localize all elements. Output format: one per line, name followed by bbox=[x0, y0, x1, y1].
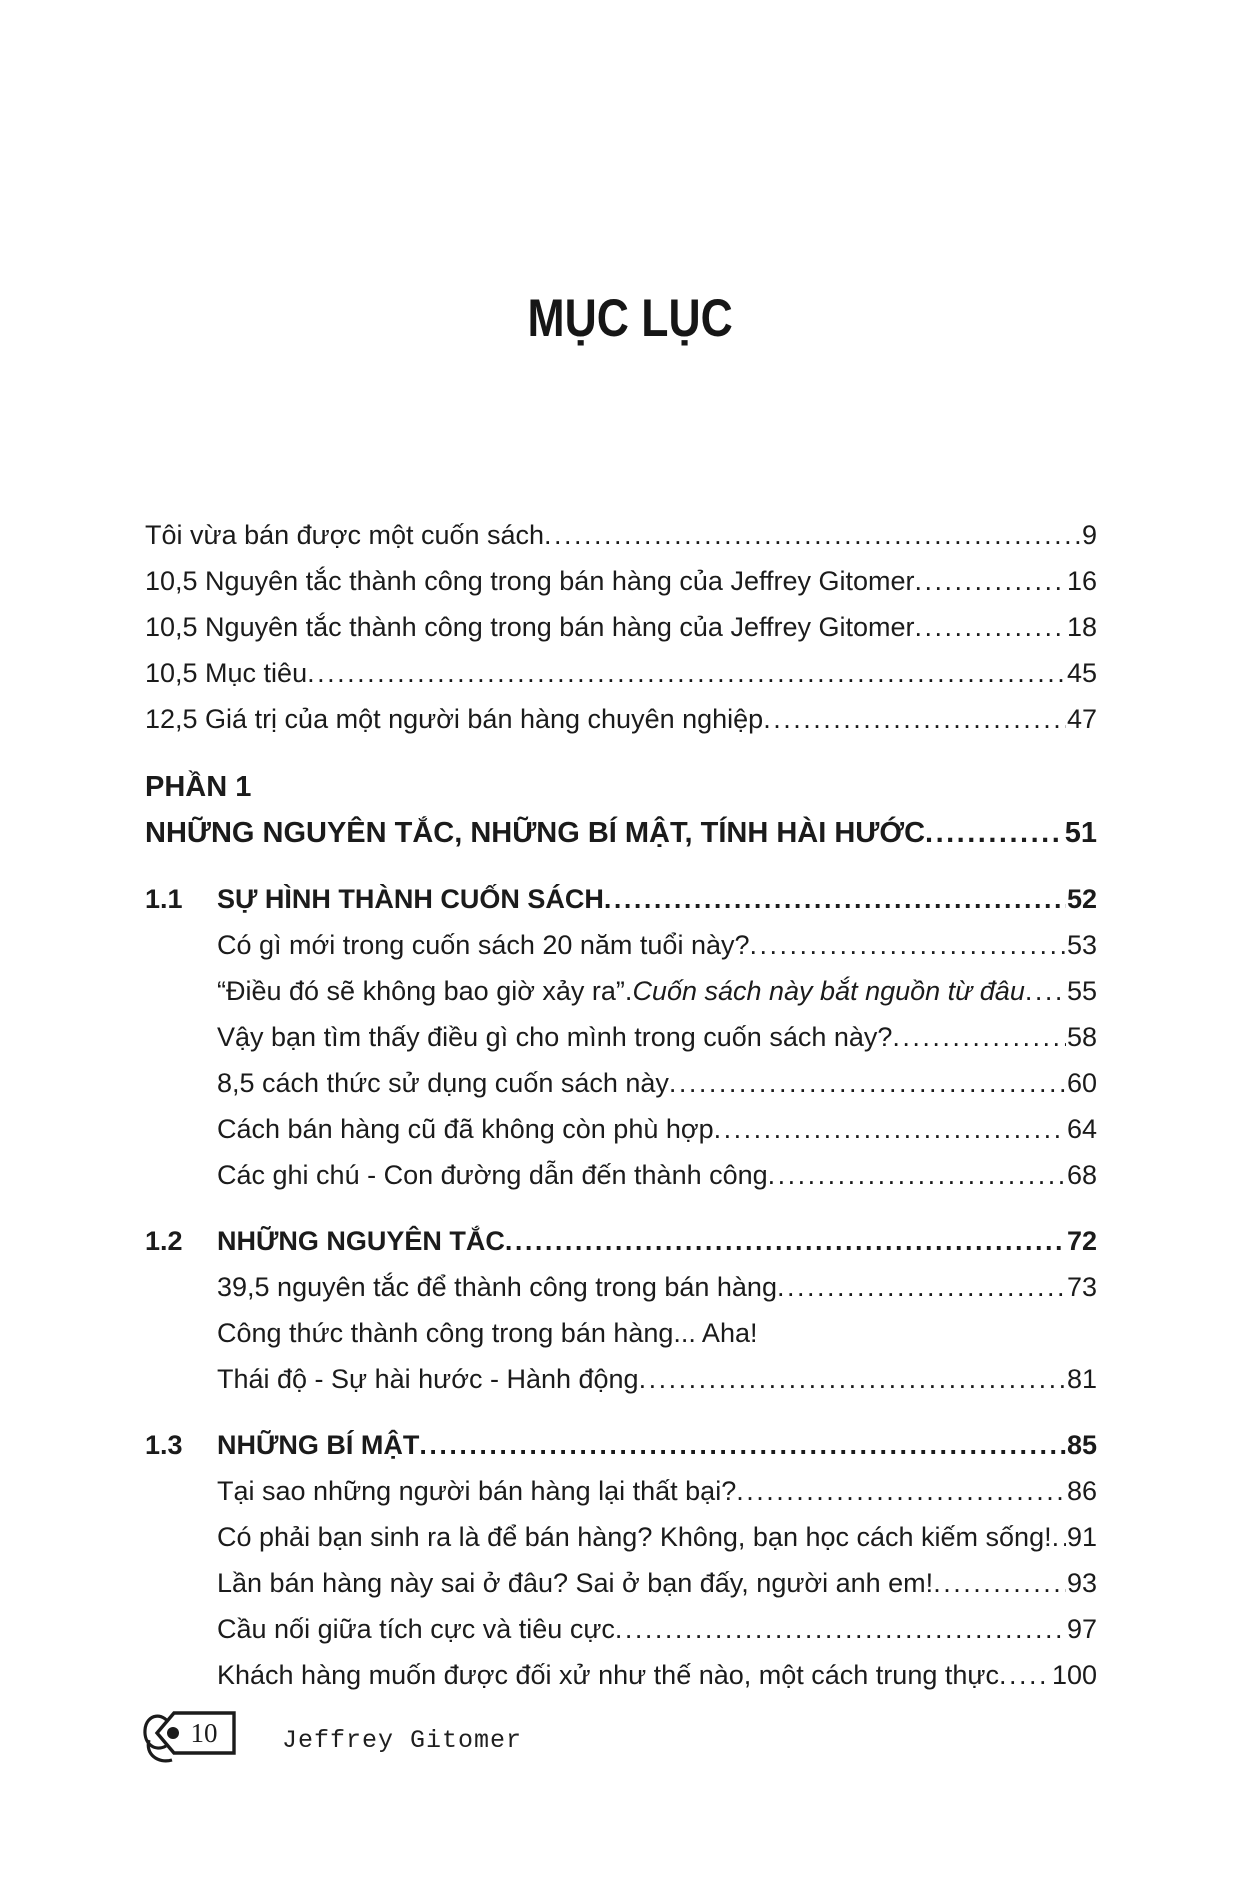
toc-entry bbox=[145, 1652, 1097, 1698]
entry-title: 8,5 cách thức sử dụng cuốn sách này bbox=[217, 1068, 669, 1098]
page-number: 9 bbox=[1081, 520, 1097, 550]
section-heading-row bbox=[145, 1422, 1097, 1468]
dot-leader bbox=[763, 696, 1066, 742]
page-number: 64 bbox=[1066, 1114, 1097, 1144]
footer-author: Jeffrey Gitomer bbox=[282, 1725, 523, 1755]
section-title: SỰ HÌNH THÀNH CUỐN SÁCH bbox=[217, 884, 604, 914]
dot-leader bbox=[1052, 1514, 1066, 1560]
dot-leader bbox=[604, 876, 1066, 922]
footer-page-number: 10 bbox=[190, 1718, 218, 1748]
toc-entry bbox=[145, 696, 1097, 742]
page-title-text: MỤC LỤC bbox=[527, 289, 733, 348]
page-number: 72 bbox=[1066, 1226, 1097, 1256]
toc-entry bbox=[145, 512, 1097, 558]
page-footer bbox=[142, 1708, 522, 1772]
dot-leader bbox=[419, 1422, 1066, 1468]
toc-entry bbox=[145, 1060, 1097, 1106]
toc-entry bbox=[145, 1356, 1097, 1402]
page-number: 58 bbox=[1066, 1022, 1097, 1052]
dot-leader bbox=[736, 1468, 1066, 1514]
toc-entry bbox=[145, 1152, 1097, 1198]
section-heading-row bbox=[145, 1218, 1097, 1264]
part-page-number: 51 bbox=[1064, 817, 1097, 849]
toc-entry bbox=[145, 650, 1097, 696]
toc-section bbox=[145, 876, 1097, 1198]
page-number: 85 bbox=[1066, 1430, 1097, 1460]
entry-title: “Điều đó sẽ không bao giờ xảy ra”. bbox=[217, 976, 633, 1006]
entry-title: Tại sao những người bán hàng lại thất bại? bbox=[217, 1476, 737, 1506]
entry-title: Cầu nối giữa tích cực và tiêu cực bbox=[217, 1614, 615, 1644]
page-number: 91 bbox=[1066, 1522, 1097, 1552]
toc-entry bbox=[145, 1106, 1097, 1152]
toc-section bbox=[145, 1422, 1097, 1698]
part-title-row bbox=[145, 810, 1097, 856]
toc-front-list bbox=[145, 512, 1097, 742]
dot-leader bbox=[925, 810, 1064, 856]
toc-content bbox=[145, 512, 1097, 1698]
section-title: NHỮNG NGUYÊN TẮC bbox=[217, 1226, 505, 1256]
toc-entry bbox=[145, 1264, 1097, 1310]
toc-entry bbox=[145, 968, 1097, 1014]
part-label-row bbox=[145, 764, 1097, 810]
page-number: 100 bbox=[1051, 1660, 1097, 1690]
page-number: 55 bbox=[1066, 976, 1097, 1006]
entry-title: 39,5 nguyên tắc để thành công trong bán hàng bbox=[217, 1272, 777, 1302]
toc-section bbox=[145, 1218, 1097, 1402]
page-number: 52 bbox=[1066, 884, 1097, 914]
dot-leader bbox=[544, 512, 1081, 558]
dot-leader bbox=[777, 1264, 1066, 1310]
entry-title: 10,5 Mục tiêu bbox=[145, 658, 308, 688]
entry-title: Có phải bạn sinh ra là để bán hàng? Không, bạn học cách kiếm sống! bbox=[217, 1522, 1052, 1552]
toc-entry bbox=[145, 1560, 1097, 1606]
page-number: 60 bbox=[1066, 1068, 1097, 1098]
page-number: 47 bbox=[1066, 704, 1097, 734]
entry-title: Thái độ - Sự hài hước - Hành động bbox=[217, 1364, 639, 1394]
dot-leader bbox=[933, 1560, 1066, 1606]
entry-title: Công thức thành công trong bán hàng... Aha! bbox=[217, 1318, 758, 1348]
dot-leader bbox=[639, 1356, 1066, 1402]
section-heading-row bbox=[145, 876, 1097, 922]
dot-leader bbox=[892, 1014, 1066, 1060]
tag-hole bbox=[167, 1727, 179, 1739]
dot-leader bbox=[615, 1606, 1066, 1652]
dot-leader bbox=[1025, 968, 1066, 1014]
dot-leader bbox=[714, 1106, 1066, 1152]
section-title: NHỮNG BÍ MẬT bbox=[217, 1430, 420, 1460]
toc-entry bbox=[145, 922, 1097, 968]
entry-title: Cách bán hàng cũ đã không còn phù hợp bbox=[217, 1114, 714, 1144]
entry-title: Vậy bạn tìm thấy điều gì cho mình trong cuốn sách này? bbox=[217, 1022, 893, 1052]
page-number: 53 bbox=[1066, 930, 1097, 960]
dot-leader bbox=[915, 558, 1066, 604]
entry-title: Các ghi chú - Con đường dẫn đến thành công bbox=[217, 1160, 768, 1190]
page-number: 97 bbox=[1066, 1614, 1097, 1644]
part-title: NHỮNG NGUYÊN TẮC, NHỮNG BÍ MẬT, TÍNH HÀI HƯỚC bbox=[145, 817, 926, 849]
entry-title: 10,5 Nguyên tắc thành công trong bán hàng của Jeffrey Gitomer bbox=[145, 566, 915, 596]
entry-title: 12,5 Giá trị của một người bán hàng chuyên nghiệp bbox=[145, 704, 764, 734]
entry-title-italic: Cuốn sách này bắt nguồn từ đâu bbox=[632, 976, 1025, 1006]
entry-title: 10,5 Nguyên tắc thành công trong bán hàng của Jeffrey Gitomer bbox=[145, 612, 915, 642]
page-number: 81 bbox=[1066, 1364, 1097, 1394]
toc-entry bbox=[145, 1310, 1097, 1356]
toc-entry bbox=[145, 604, 1097, 650]
part-label: PHẦN 1 bbox=[145, 771, 252, 803]
toc-entry bbox=[145, 558, 1097, 604]
page-number: 86 bbox=[1066, 1476, 1097, 1506]
toc-entry bbox=[145, 1014, 1097, 1060]
entry-title: Khách hàng muốn được đối xử như thế nào, một cách trung thực bbox=[217, 1660, 999, 1690]
part-heading bbox=[145, 764, 1097, 856]
entry-title: Lần bán hàng này sai ở đâu? Sai ở bạn đấy, người anh em! bbox=[217, 1568, 934, 1598]
dot-leader bbox=[915, 604, 1066, 650]
toc-entry bbox=[145, 1514, 1097, 1560]
page-title bbox=[0, 288, 1260, 349]
dot-leader bbox=[750, 922, 1066, 968]
page-number: 18 bbox=[1066, 612, 1097, 642]
section-number: 1.1 bbox=[145, 884, 183, 914]
dot-leader bbox=[669, 1060, 1066, 1106]
dot-leader bbox=[307, 650, 1066, 696]
section-number: 1.3 bbox=[145, 1430, 183, 1460]
price-tag-icon bbox=[142, 1708, 242, 1772]
toc-entry bbox=[145, 1468, 1097, 1514]
entry-title: Có gì mới trong cuốn sách 20 năm tuổi này? bbox=[217, 930, 750, 960]
toc-entry bbox=[145, 1606, 1097, 1652]
section-number: 1.2 bbox=[145, 1226, 183, 1256]
page-number: 16 bbox=[1066, 566, 1097, 596]
toc-sections bbox=[145, 876, 1097, 1698]
dot-leader bbox=[768, 1152, 1066, 1198]
page-number: 68 bbox=[1066, 1160, 1097, 1190]
page-number: 45 bbox=[1066, 658, 1097, 688]
entry-title: Tôi vừa bán được một cuốn sách bbox=[145, 520, 545, 550]
page-number: 93 bbox=[1066, 1568, 1097, 1598]
page-number: 73 bbox=[1066, 1272, 1097, 1302]
dot-leader bbox=[999, 1652, 1051, 1698]
dot-leader bbox=[505, 1218, 1066, 1264]
